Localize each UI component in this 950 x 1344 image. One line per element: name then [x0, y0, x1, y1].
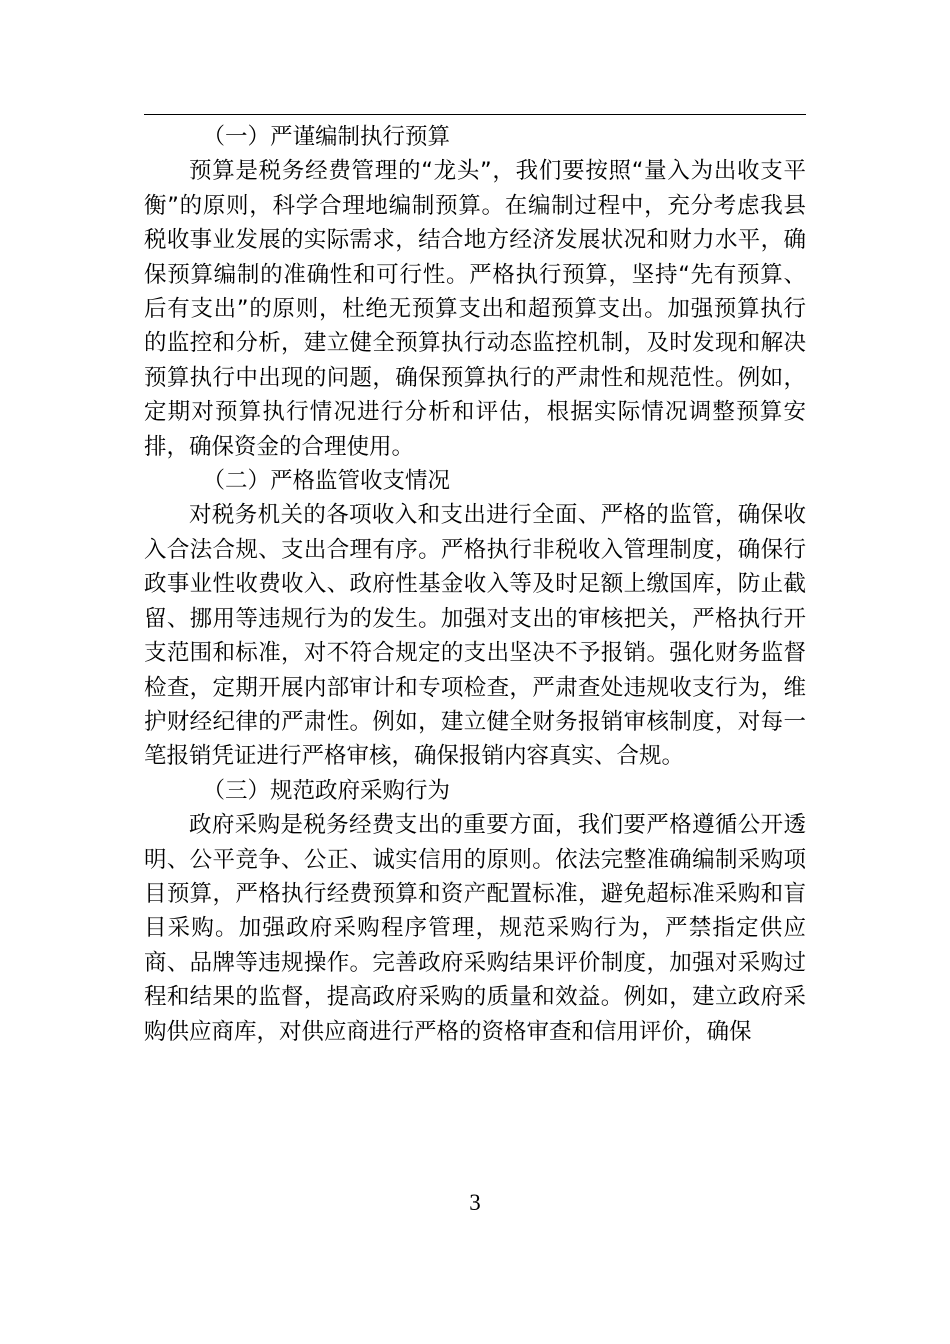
header-rule	[144, 114, 806, 115]
section-heading-2: （二）严格监管收支情况	[202, 468, 451, 495]
section-paragraph-1: 预算是税务经费管理的“龙头”，我们要按照“量入为出收支平衡”的原则，科学合理地编制预算。在编制过程中，充分考虑我县税收事业发展的实际需求，结合地方经济发展状况和财力水平，确保预算编制的准确性和可行性。严格执行预算，坚持“先有预算、后有支出”的原则，杜绝无预算支出和超预算支出。加强预算执行的监控和分析，建立健全预算执行动态监控机制，及时发现和解决预算执行中出现的问题，确保预算执行的严肃性和规范性。例如，定期对预算执行情况进行分析和评估，根据实际情况调整预算安排，确保资金的合理使用。	[144, 158, 806, 460]
section-paragraph-2: 对税务机关的各项收入和支出进行全面、严格的监管，确保收入合法合规、支出合理有序。严格执行非税收入管理制度，确保行政事业性收费收入、政府性基金收入等及时足额上缴国库，防止截留、挪用等违规行为的发生。加强对支出的审核把关，严格执行开支范围和标准，对不符合规定的支出坚决不予报销。强化财务监督检查，定期开展内部审计和专项检查，严肃查处违规收支行为，维护财经纪律的严肃性。例如，建立健全财务报销审核制度，对每一笔报销凭证进行严格审核，确保报销内容真实、合规。	[144, 502, 806, 770]
section-heading-1: （一）严谨编制执行预算	[202, 124, 451, 150]
section-paragraph-3: 政府采购是税务经费支出的重要方面，我们要严格遵循公开透明、公平竞争、公正、诚实信用的原则。依法完整准确编制采购项目预算，严格执行经费预算和资产配置标准，避免超标准采购和盲目采购。加强政府采购程序管理，规范采购行为，严禁指定供应商、品牌等违规操作。完善政府采购结果评价制度，加强对采购过程和结果的监督，提高政府采购的质量和效益。例如，建立政府采购供应商库，对供应商进行严格的资格审查和信用评价，确保	[144, 812, 806, 1045]
page-number: 3	[469, 1190, 481, 1215]
document-body	[144, 120, 806, 1049]
section-heading-3: （三）规范政府采购行为	[202, 777, 451, 804]
